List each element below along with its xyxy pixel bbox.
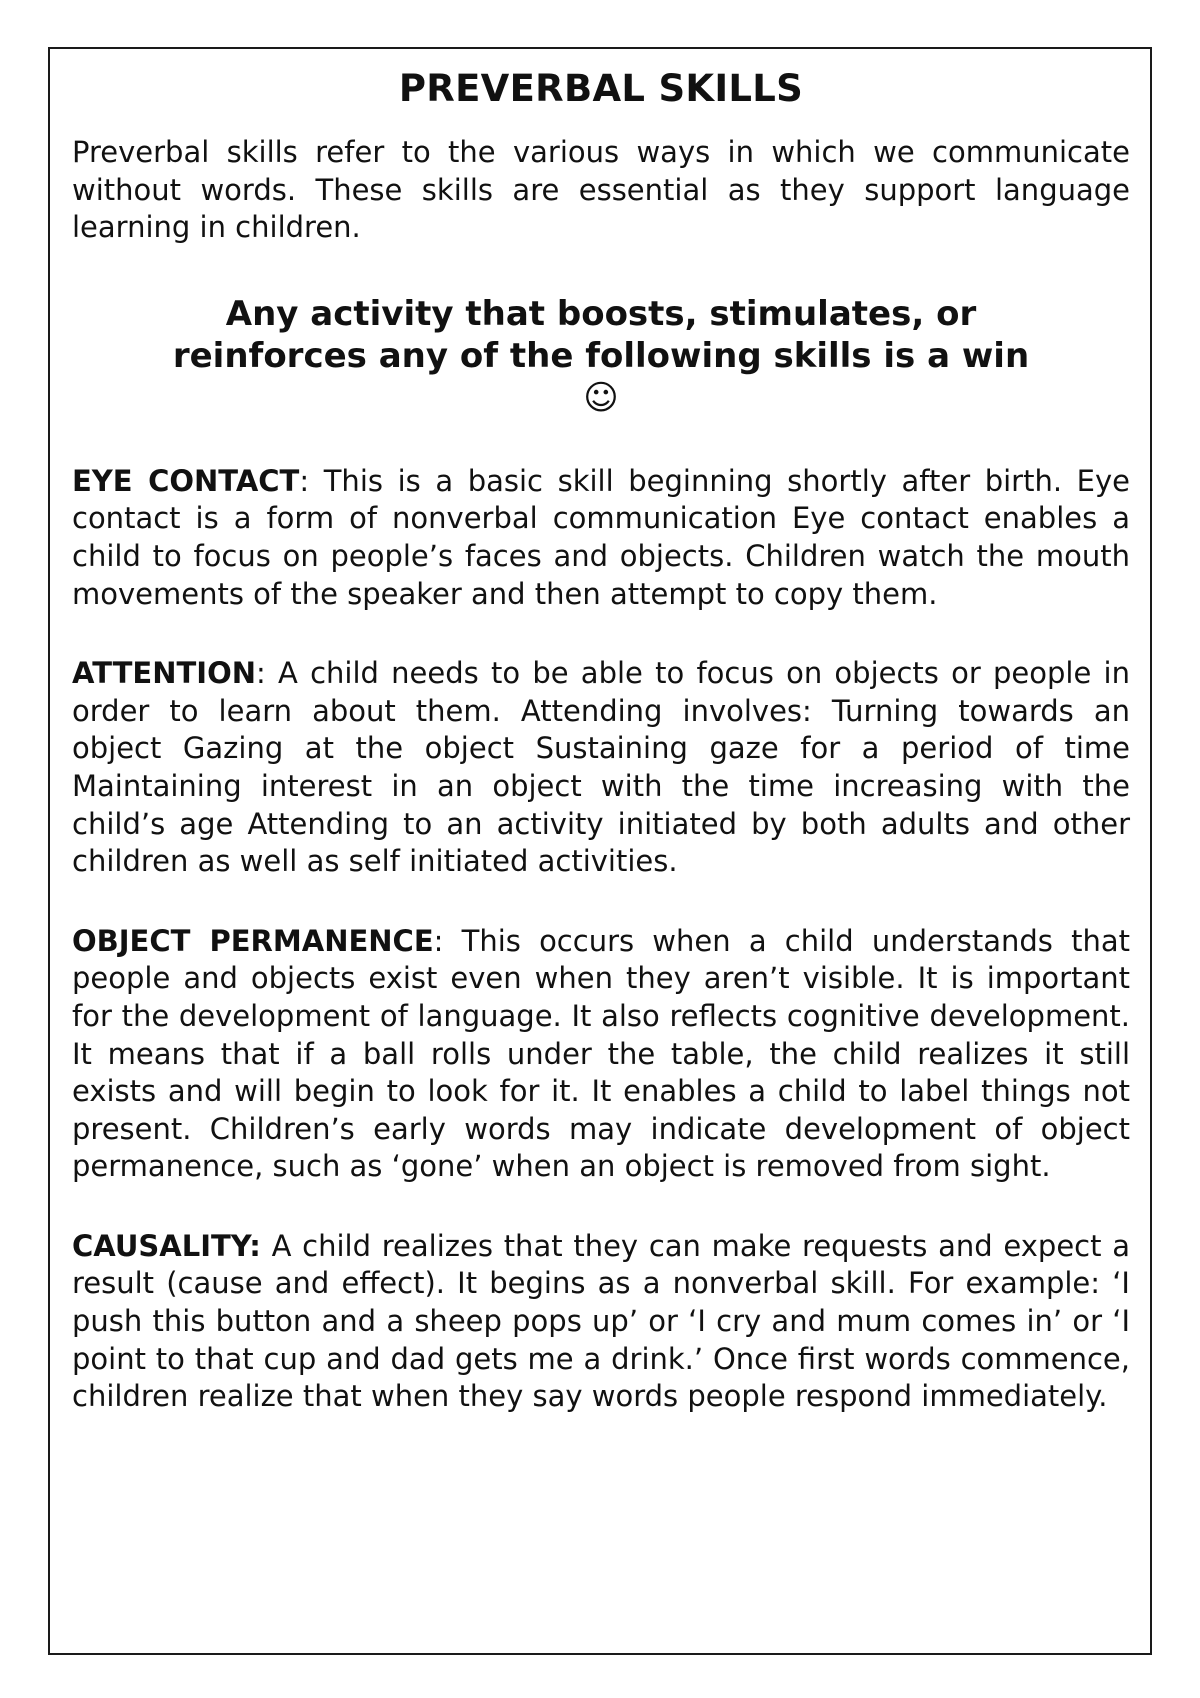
section-body: A child realizes that they can make requests and expect a result (cause and effect). It begins as a nonverbal skill. For example: ‘I push this button and a sheep pops up’ or ‘I cry and mum comes in’ or ‘I point to that cup and dad gets me a drink.’ Once first words commence, children realize that when they say words people respond immediately. <box>72 1228 1130 1414</box>
section-body: This is a basic skill beginning shortly after birth. Eye contact is a form of nonverbal communication Eye contact enables a child to focus on people’s faces and objects. Children watch the mouth movements of the speaker and then attempt to copy them. <box>72 463 1130 611</box>
section-separator: : <box>433 923 444 958</box>
section-term: OBJECT PERMANENCE <box>72 923 434 958</box>
section-object-permanence <box>72 923 1130 1186</box>
section-body: A child needs to be able to focus on objects or people in order to learn about them. Attending involves: Turning towards an object Gazing at the object Sustaining gaze for a period of time Maintaining interest in an object with the time increasing with the child’s age Attending to an activity initiated by both adults and other children as well as self initiated activities. <box>72 656 1130 879</box>
section-separator: : <box>299 463 310 498</box>
section-eye-contact <box>72 463 1130 613</box>
section-term: ATTENTION <box>72 656 256 691</box>
section-separator: : <box>256 656 266 691</box>
section-term: EYE CONTACT <box>72 463 300 498</box>
page-title: PREVERBAL SKILLS <box>398 67 804 110</box>
section-causality <box>72 1228 1130 1416</box>
document-body <box>72 62 1130 1416</box>
section-term: CAUSALITY: <box>72 1228 261 1263</box>
section-attention <box>72 655 1130 881</box>
section-body: This occurs when a child understands that people and objects exist even when they aren’t visible. It is important for the development of language. It also reflects cognitive development. It means that if a ball rolls under the table, the child realizes it still exists and will begin to look for it. It enables a child to label things not present. Children’s early words may indicate development of object permanence, such as ‘gone’ when an object is removed from sight. <box>72 923 1130 1184</box>
tagline: Any activity that boosts, stimulates, or reinforces any of the following skills is a win☺ <box>172 293 1030 418</box>
intro-paragraph: Preverbal skills refer to the various ways in which we communicate without words. These skills are essential as they support language learning in children. <box>72 135 1130 245</box>
